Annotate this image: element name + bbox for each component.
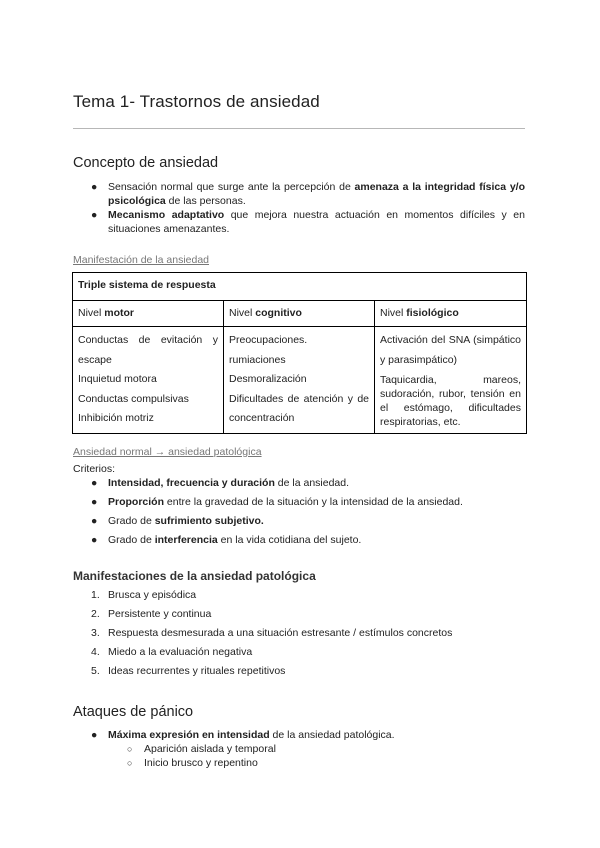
bullet-icon: ●: [91, 515, 98, 527]
list-item: ● Intensidad, frecuencia y duración de la ansiedad.: [91, 477, 350, 489]
motor-cell: Conductas de evitación y escape Inquietud motora Conductas compulsivas Inhibición motriz: [73, 327, 224, 434]
criterios-label: Criterios:: [73, 463, 116, 475]
circle-bullet-icon: ○: [127, 758, 133, 768]
list-item: 3. Respuesta desmesurada a una situación estresante / estímulos concretos: [91, 627, 453, 639]
list-item: ● Grado de sufrimiento subjetivo.: [91, 515, 264, 527]
patologica-list: [91, 589, 452, 684]
page-title: Tema 1- Trastornos de ansiedad: [73, 92, 320, 111]
normal-patologica-link[interactable]: Ansiedad normal → ansiedad patológica: [73, 446, 262, 458]
triple-sistema-table: [72, 272, 527, 434]
criterios-list: [91, 476, 525, 552]
list-item: 1. Brusca y episódica: [91, 589, 197, 601]
panico-heading: Ataques de pánico: [73, 704, 194, 720]
concepto-list: [91, 180, 525, 236]
list-item: ● Proporción entre la gravedad de la situación y la intensidad de la ansiedad.: [91, 496, 463, 508]
bullet-icon: ●: [91, 209, 98, 221]
list-item: ● Sensación normal que surge ante la percepción de amenaza a la integridad física y/o psicológica de las personas.: [91, 181, 525, 207]
bullet-icon: ●: [91, 496, 98, 508]
concepto-heading: Concepto de ansiedad: [73, 155, 219, 171]
cognitivo-cell: Preocupaciones. rumiaciones Desmoralización Dificultades de atención y de concentración: [224, 327, 375, 434]
patologica-heading: Manifestaciones de la ansiedad patológica: [73, 569, 316, 583]
bullet-icon: ●: [91, 477, 98, 489]
list-item: ● Grado de interferencia en la vida cotidiana del sujeto.: [91, 534, 362, 546]
list-item: 4. Miedo a la evaluación negativa: [91, 646, 253, 658]
level-cognitivo: Nivel cognitivo: [224, 301, 375, 327]
level-motor: Nivel motor: [73, 301, 224, 327]
bullet-icon: ●: [91, 181, 98, 193]
horizontal-rule: [73, 128, 525, 129]
panico-sublist: [127, 742, 276, 770]
manifestacion-link[interactable]: Manifestación de la ansiedad: [73, 254, 210, 266]
list-item: 5. Ideas recurrentes y rituales repetitivos: [91, 665, 286, 677]
list-item: ○ Inicio brusco y repentino: [127, 757, 258, 769]
bullet-icon: ●: [91, 534, 98, 546]
level-fisiologico: Nivel fisiológico: [375, 301, 527, 327]
list-item: ○ Aparición aislada y temporal: [127, 743, 276, 755]
list-item: ● Mecanismo adaptativo que mejora nuestra actuación en momentos difíciles y en situaciones amenazantes.: [91, 209, 525, 235]
panico-list: [91, 728, 525, 742]
table-header: Triple sistema de respuesta: [73, 273, 527, 301]
circle-bullet-icon: ○: [127, 744, 133, 754]
bullet-icon: ●: [91, 729, 98, 741]
list-item: 2. Persistente y continua: [91, 608, 212, 620]
fisiologico-cell: Activación del SNA (simpático y parasimpático) Taquicardia, mareos, sudoración, rubor, tensión en el estómago, dificultades respiratorias, etc.: [375, 327, 527, 434]
list-item: ● Máxima expresión en intensidad de la ansiedad patológica.: [91, 729, 395, 741]
